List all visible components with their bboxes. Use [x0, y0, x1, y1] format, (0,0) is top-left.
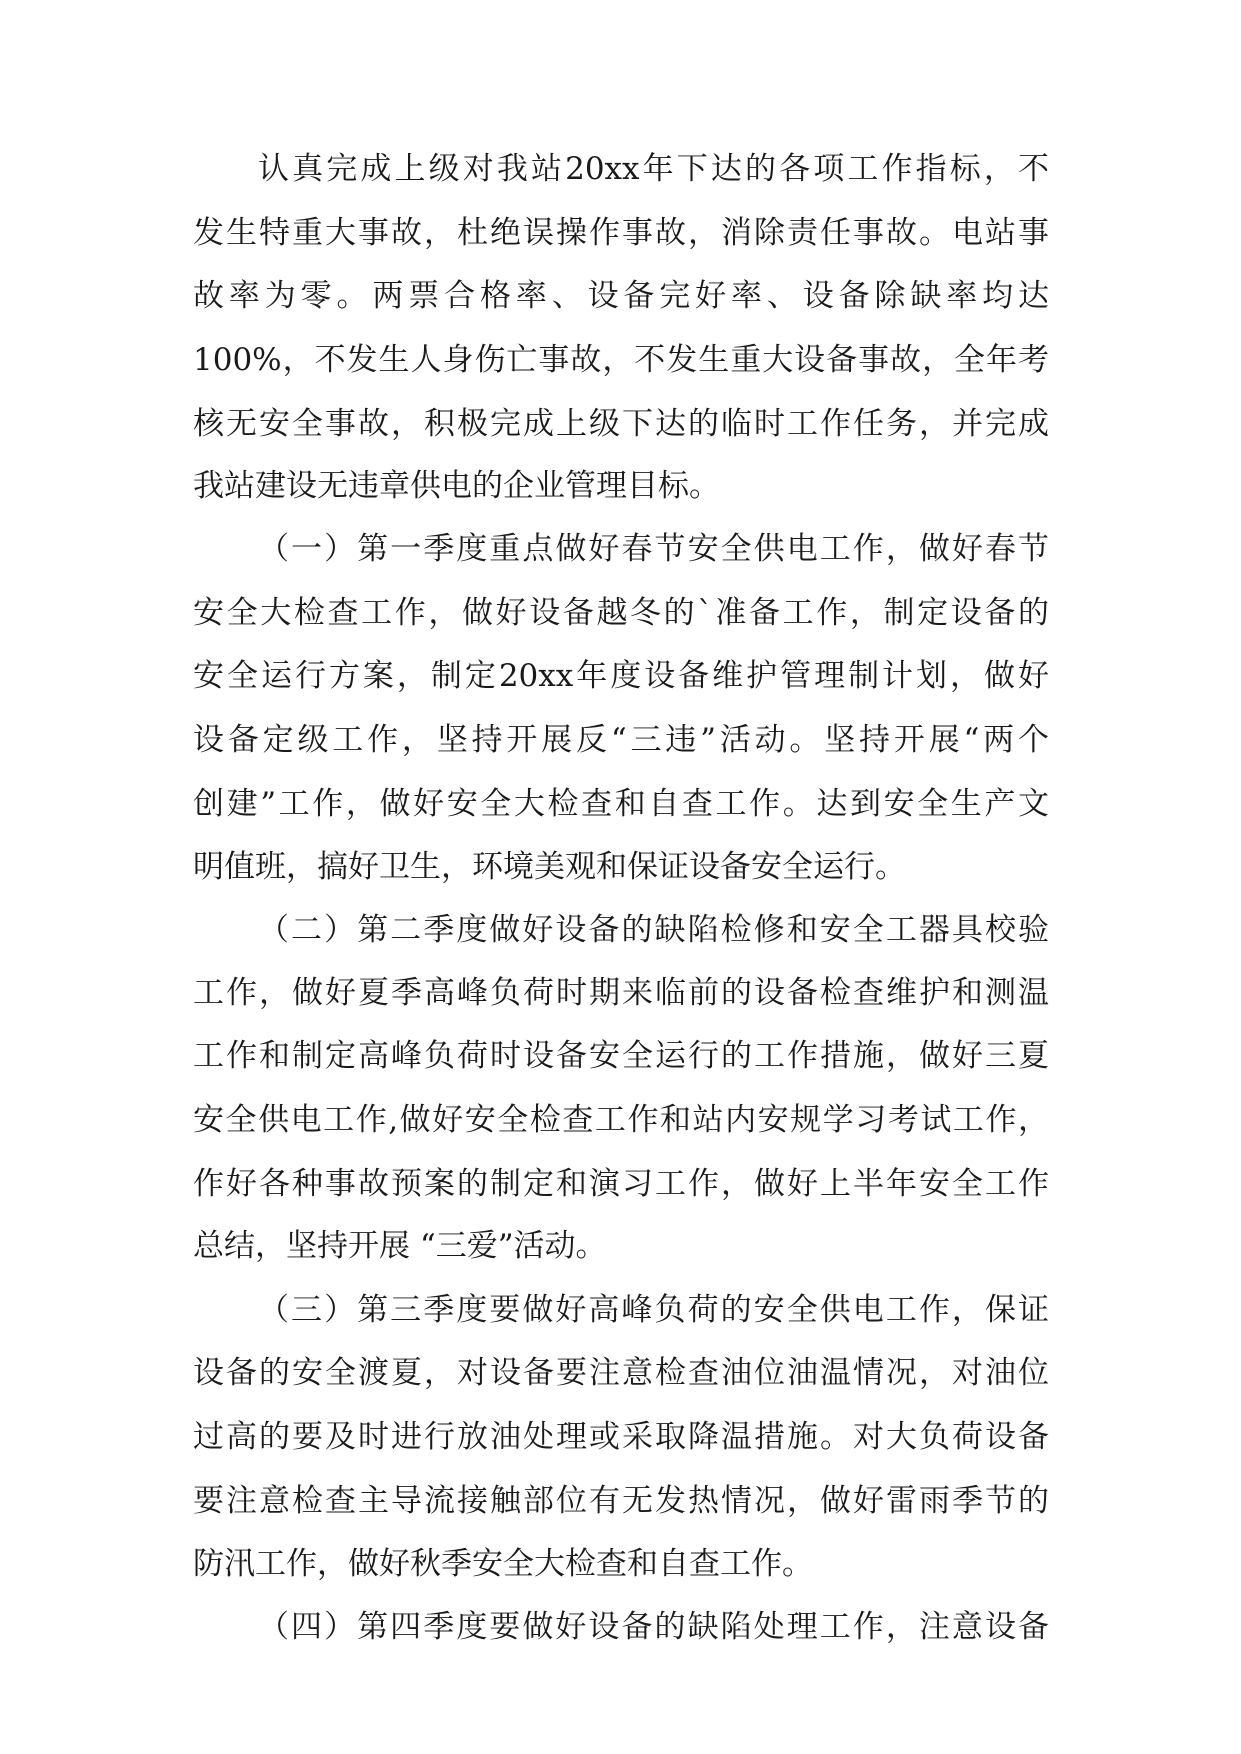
- text-line: 我站建设无违章供电的企业管理目标。: [193, 468, 720, 504]
- text-line: （四）第四季度要做好设备的缺陷处理工作，注意设备: [258, 1609, 1049, 1645]
- text-line: 100%，不发生人身伤亡事故，不发生重大设备事故，全年考: [193, 342, 1049, 378]
- text-line: 要注意检查主导流接触部位有无发热情况，做好雷雨季节的: [193, 1483, 1049, 1519]
- text-line: （二）第二季度做好设备的缺陷检修和安全工器具校验: [258, 912, 1049, 948]
- text-line: 认真完成上级对我站20xx年下达的各项工作指标，不: [258, 151, 1049, 187]
- text-line: 工作，做好夏季高峰负荷时期来临前的设备检查维护和测温: [193, 975, 1049, 1011]
- text-line: 故率为零。两票合格率、设备完好率、设备除缺率均达: [193, 278, 1049, 314]
- text-line: 作好各种事故预案的制定和演习工作，做好上半年安全工作: [193, 1166, 1049, 1202]
- text-line: 发生特重大事故，杜绝误操作事故，消除责任事故。电站事: [193, 215, 1049, 251]
- text-line: 安全大检查工作，做好设备越冬的`准备工作，制定设备的: [193, 595, 1049, 631]
- text-line: 设备定级工作，坚持开展反“三违”活动。坚持开展“两个: [193, 722, 1049, 758]
- text-line: 核无安全事故，积极完成上级下达的临时工作任务，并完成: [193, 406, 1049, 442]
- text-line: 安全供电工作,做好安全检查工作和站内安规学习考试工作，: [193, 1102, 1049, 1138]
- text-line: 安全运行方案，制定20xx年度设备维护管理制计划，做好: [193, 658, 1049, 694]
- text-line: 创建”工作，做好安全大检查和自查工作。达到安全生产文: [193, 786, 1049, 822]
- text-line: 明值班，搞好卫生，环境美观和保证设备安全运行。: [193, 849, 906, 885]
- text-line: （一）第一季度重点做好春节安全供电工作，做好春节: [258, 531, 1049, 567]
- text-line: 工作和制定高峰负荷时设备安全运行的工作措施，做好三夏: [193, 1038, 1049, 1074]
- text-line: 设备的安全渡夏，对设备要注意检查油位油温情况，对油位: [193, 1355, 1049, 1391]
- text-line: 过高的要及时进行放油处理或采取降温措施。对大负荷设备: [193, 1419, 1049, 1455]
- text-line: 总结，坚持开展 “三爱”活动。: [193, 1228, 607, 1264]
- text-line: （三）第三季度要做好高峰负荷的安全供电工作，保证: [258, 1292, 1049, 1328]
- text-line: 防汛工作，做好秋季安全大检查和自查工作。: [193, 1546, 813, 1582]
